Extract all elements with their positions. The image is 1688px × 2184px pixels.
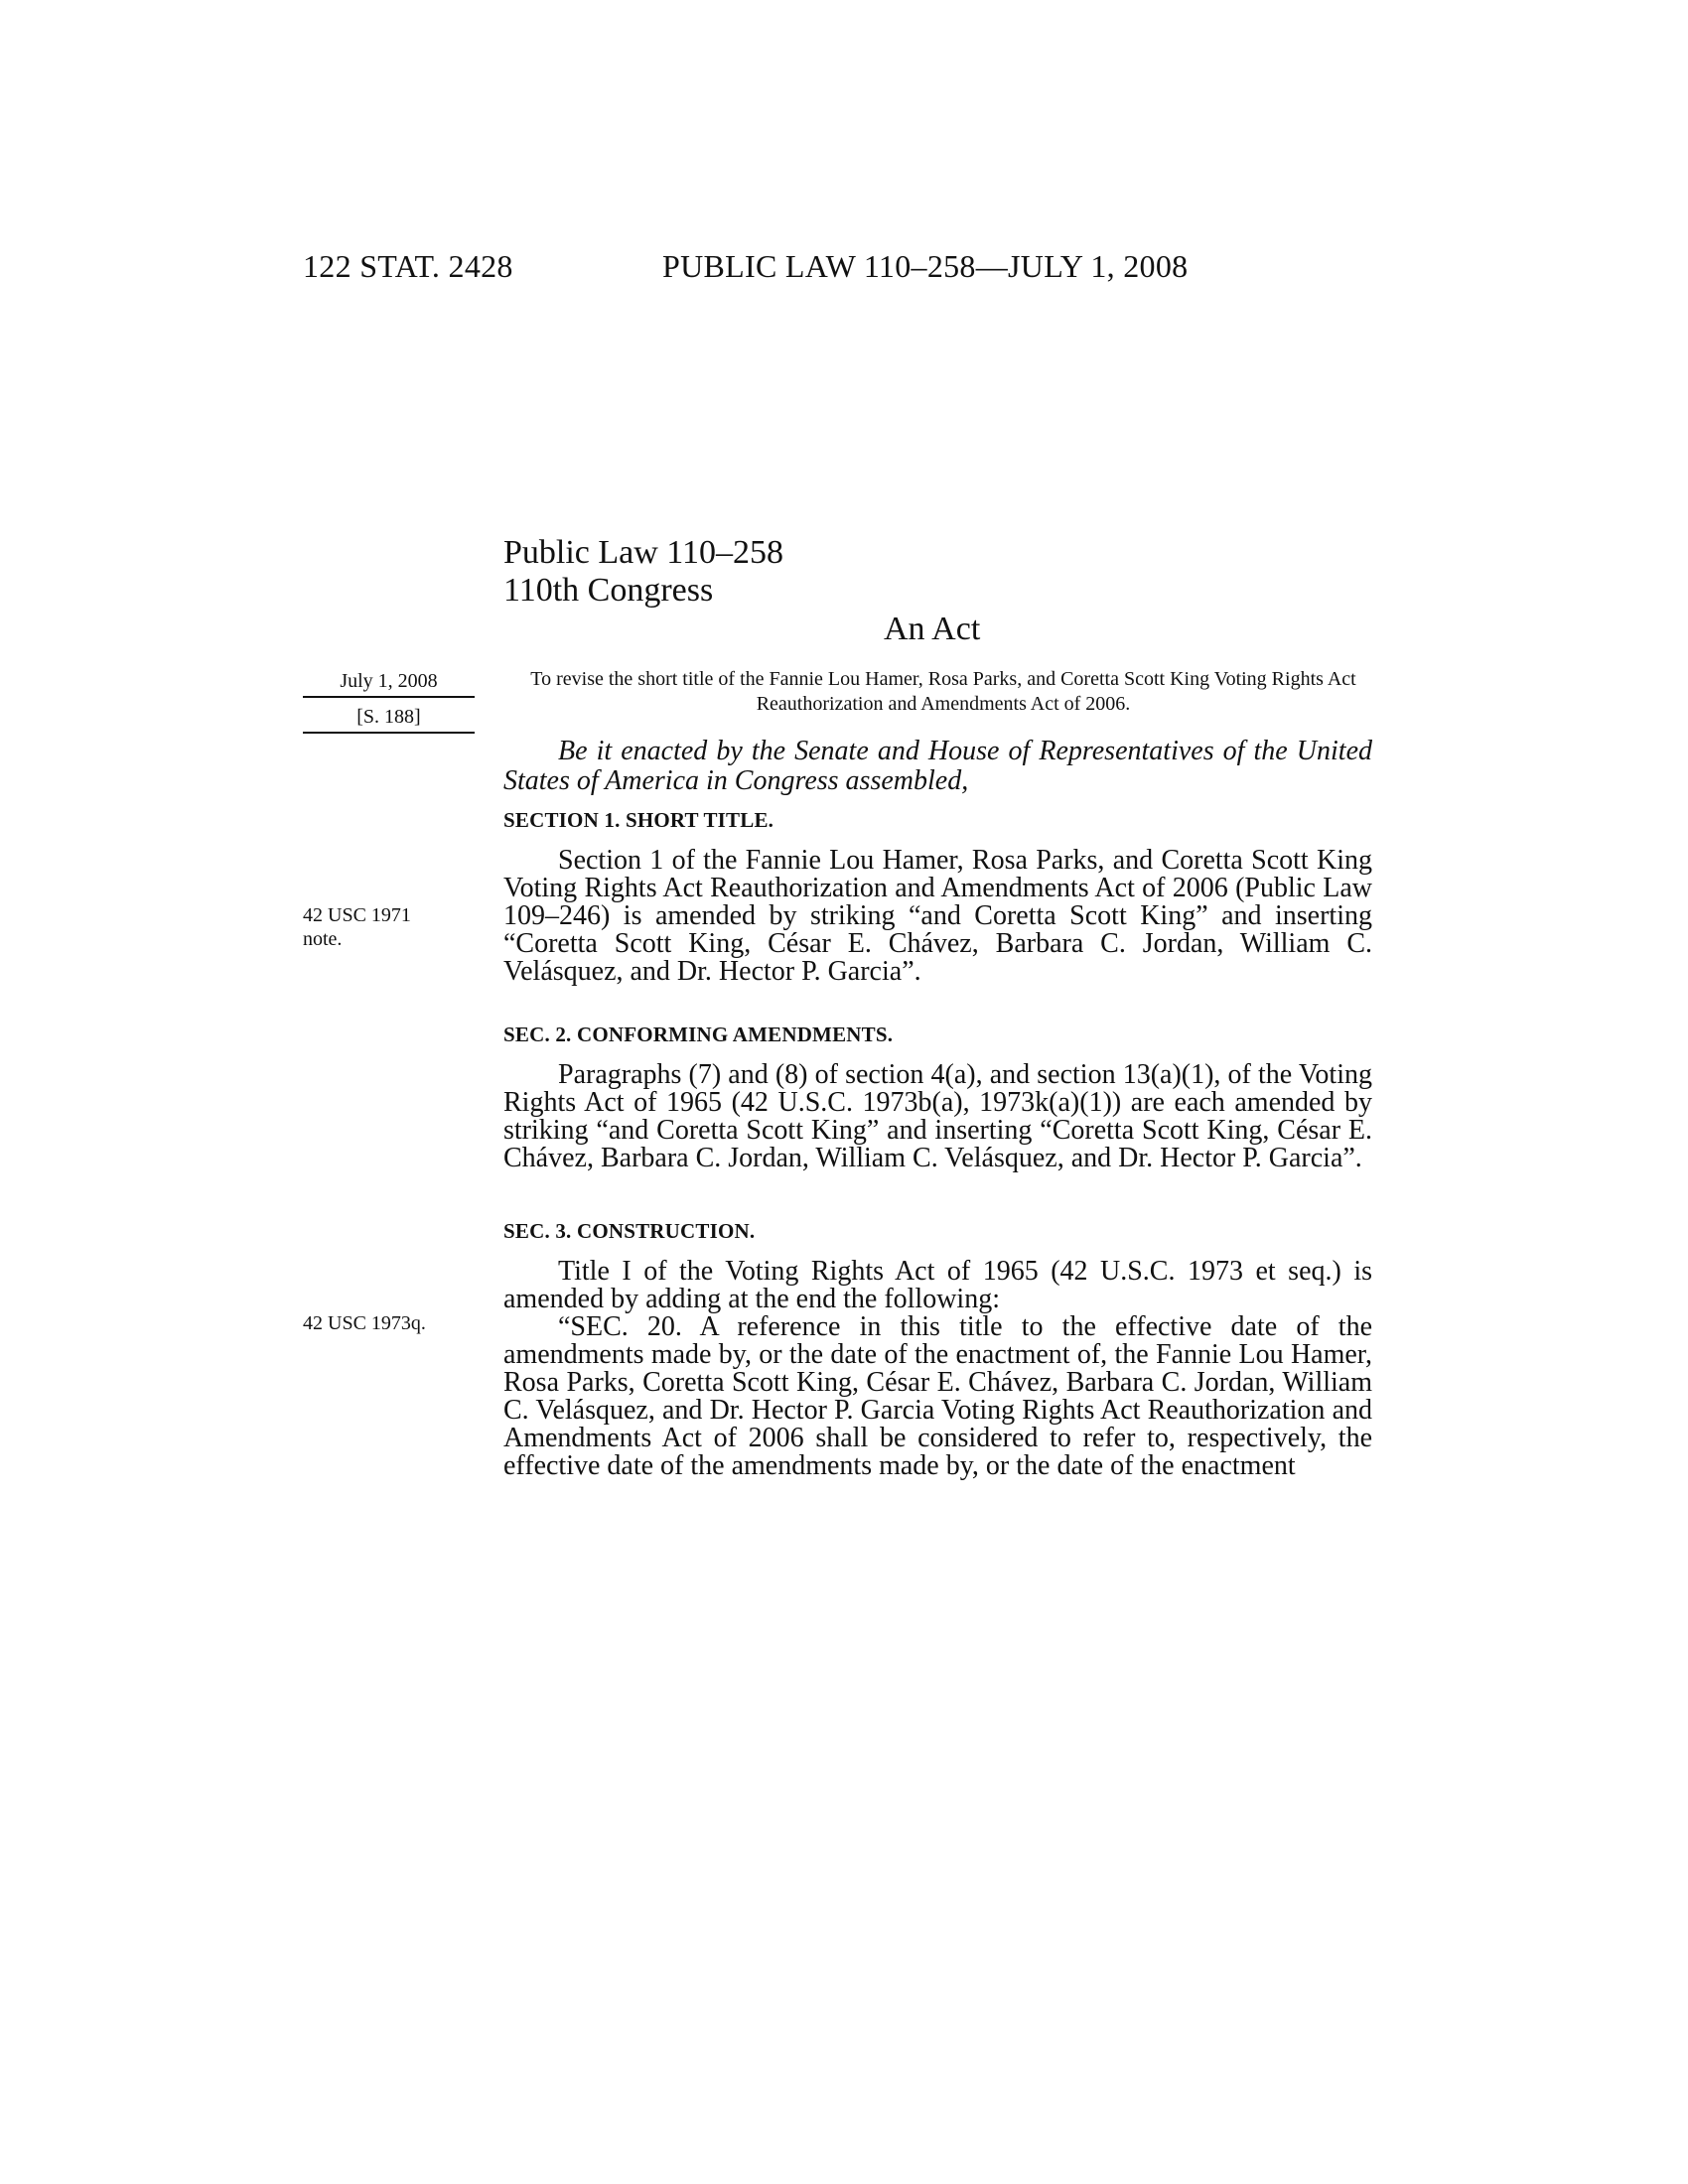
- section-heading: SEC. 3. CONSTRUCTION.: [503, 1219, 756, 1243]
- margin-date-block: [303, 668, 475, 734]
- stat-citation: 122 STAT. 2428: [303, 248, 513, 284]
- section-3: [503, 1219, 1372, 1480]
- section-heading: SECTION 1. SHORT TITLE.: [503, 808, 774, 832]
- section-body: Section 1 of the Fannie Lou Hamer, Rosa Parks, and Coretta Scott King Voting Rights Act Reauthorization and Amendments Act of 2006 (Public Law 109–246) is amended by striking “and Coretta Scott King” and inserting “Coretta Scott King, César E. Chávez, Barbara C. Jordan, William C. Velásquez, and Dr. Hector P. Garcia”.: [503, 845, 1372, 987]
- bill-number: [S. 188]: [303, 704, 475, 734]
- section-body: Title I of the Voting Rights Act of 1965 (42 U.S.C. 1973 et seq.) is amended by adding at the end the following:: [503, 1256, 1372, 1314]
- enacting-clause: Be it enacted by the Senate and House of Representatives of the United States of America in Congress assembled,: [503, 736, 1372, 796]
- section-heading: SEC. 2. CONFORMING AMENDMENTS.: [503, 1023, 894, 1046]
- act-label: An Act: [884, 611, 981, 647]
- page-header: [303, 248, 1395, 288]
- congress-number: 110th Congress: [503, 572, 714, 609]
- section-2: [503, 1023, 1372, 1172]
- law-title-block: [503, 534, 783, 610]
- margin-note-usc-1971: 42 USC 1971 note.: [303, 904, 411, 950]
- margin-note-usc-1973q: 42 USC 1973q.: [303, 1312, 426, 1334]
- section-1: [503, 808, 1372, 986]
- enactment-date: July 1, 2008: [303, 668, 475, 698]
- act-purpose: To revise the short title of the Fannie Lou Hamer, Rosa Parks, and Coretta Scott King Voting Rights Act Reauthorization and Amendments Act of 2006.: [530, 668, 1356, 715]
- section-body: Paragraphs (7) and (8) of section 4(a), and section 13(a)(1), of the Voting Rights Act of 1965 (42 U.S.C. 1973b(a), 1973k(a)(1)) are each amended by striking “and Coretta Scott King” and inserting “Coretta Scott King, César E. Chávez, Barbara C. Jordan, William C. Velásquez, and Dr. Hector P. Garcia”.: [503, 1059, 1372, 1173]
- inserted-section-text: “SEC. 20. A reference in this title to the effective date of the amendments made by, or the date of the enactment of, the Fannie Lou Hamer, Rosa Parks, Coretta Scott King, César E. Chávez, Barbara C. Jordan, William C. Velásquez, and Dr. Hector P. Garcia Voting Rights Act Reauthorization and Amendments Act of 2006 shall be considered to refer to, respectively, the effective date of the amendments made by, or the date of the enactment: [503, 1311, 1372, 1481]
- running-head: PUBLIC LAW 110–258—JULY 1, 2008: [662, 248, 1189, 284]
- public-law-number: Public Law 110–258: [503, 534, 784, 571]
